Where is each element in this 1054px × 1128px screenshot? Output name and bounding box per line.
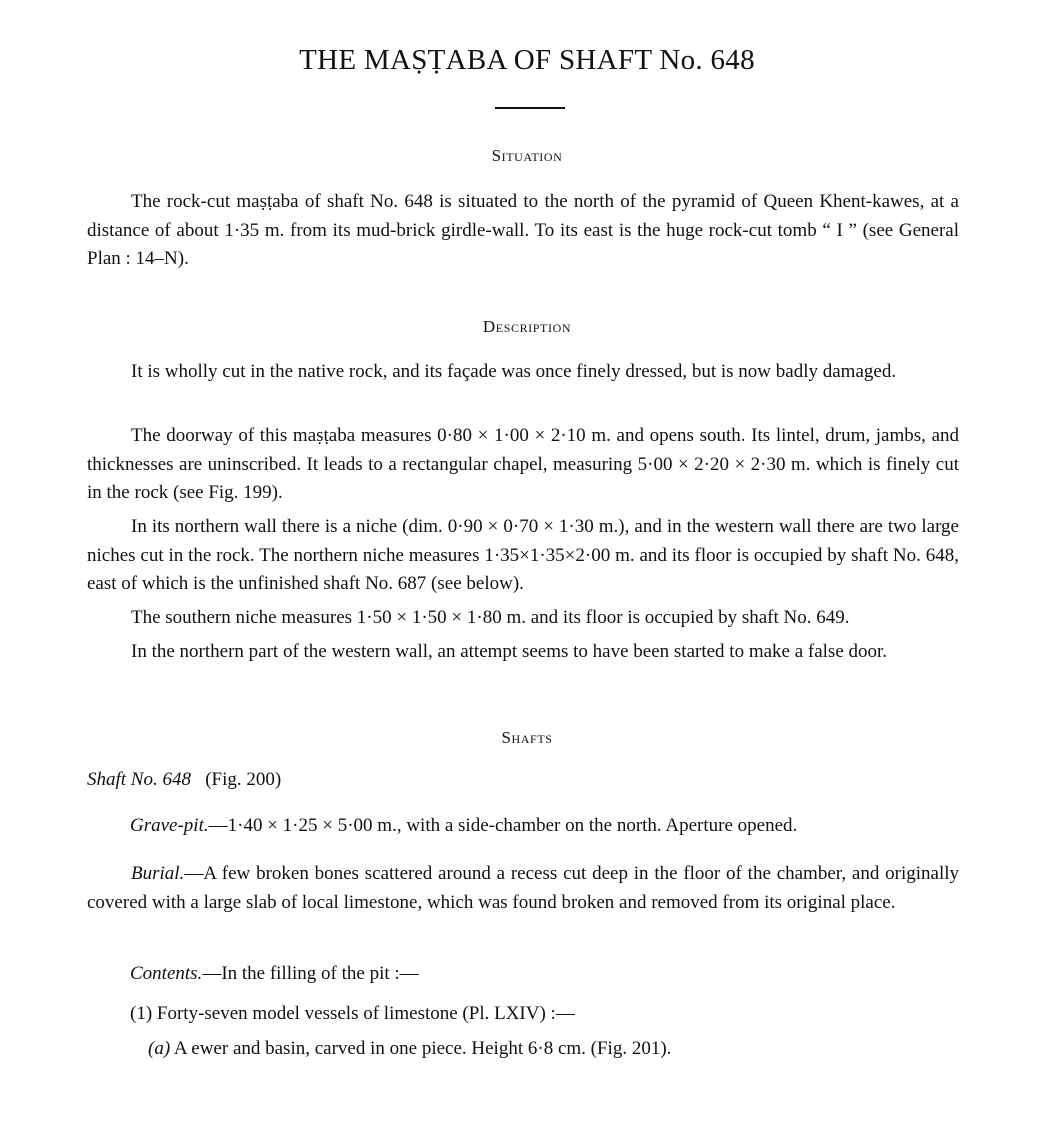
heading-description: Description bbox=[482, 317, 572, 336]
contents-item-1a bbox=[148, 1038, 671, 1060]
situation-text: The rock-cut maṣṭaba of shaft No. 648 is situated to the north of the pyramid of Queen Khent-kawes, at a distance of about 1·35 m. from its mud-brick girdle-wall. To its east is the huge rock-cut tomb “ I ” (see General Plan : 14–N). bbox=[87, 191, 959, 269]
description-paragraph-3: In its northern wall there is a niche (dim. 0·90 × 0·70 × 1·30 m.), and in the western wall there are two large niches cut in the rock. The northern niche measures 1·35×1·35×2·00 m. and its floor is occupied by shaft No. 648, east of which is the unfinished shaft No. 687 (see below). bbox=[87, 516, 959, 594]
burial-label: Burial. bbox=[131, 863, 185, 884]
contents-text: —In the filling of the pit :— bbox=[202, 963, 419, 984]
contents-line bbox=[130, 963, 419, 985]
burial-paragraph bbox=[87, 860, 959, 917]
contents-item-1: (1) Forty-seven model vessels of limestone (Pl. LXIV) :— bbox=[130, 1003, 575, 1024]
heading-shafts: Shafts bbox=[501, 728, 553, 747]
description-paragraph-4: The southern niche measures 1·50 × 1·50 × 1·80 m. and its floor is occupied by shaft No. 649. bbox=[131, 607, 850, 628]
shaft-title bbox=[87, 769, 281, 791]
page-title: THE MAṢṬABA OF SHAFT No. 648 bbox=[299, 44, 755, 76]
grave-pit-label: Grave-pit. bbox=[130, 815, 209, 836]
shaft-fig-ref: (Fig. 200) bbox=[205, 769, 282, 790]
description-paragraph-5: In the northern part of the western wall, an attempt seems to have been started to make a false door. bbox=[131, 641, 888, 662]
burial-text: —A few broken bones scattered around a recess cut deep in the floor of the chamber, and originally covered with a large slab of local limestone, which was found broken and removed from its original place. bbox=[87, 863, 959, 913]
description-paragraph-2: The doorway of this maṣṭaba measures 0·80 × 1·00 × 2·10 m. and opens south. Its lintel, drum, jambs, and thicknesses are uninscribed. It leads to a rectangular chapel, measuring 5·00 × 2·20 × 2·30 m. which is finely cut in the rock (see Fig. 199). bbox=[87, 425, 959, 503]
grave-pit-text: —1·40 × 1·25 × 5·00 m., with a side-chamber on the north. Aperture opened. bbox=[208, 815, 798, 836]
title-rule bbox=[495, 107, 565, 109]
description-paragraph-1: It is wholly cut in the native rock, and its façade was once finely dressed, but is now badly damaged. bbox=[131, 361, 897, 382]
situation-paragraph bbox=[87, 188, 959, 274]
shaft-label: Shaft No. 648 bbox=[87, 769, 191, 790]
item-1a-text: A ewer and basin, carved in one piece. Height 6·8 cm. (Fig. 201). bbox=[170, 1038, 672, 1059]
heading-situation: Situation bbox=[491, 146, 563, 165]
grave-pit-line bbox=[130, 815, 797, 837]
item-1a-label: (a) bbox=[148, 1038, 171, 1059]
contents-label: Contents. bbox=[130, 963, 203, 984]
